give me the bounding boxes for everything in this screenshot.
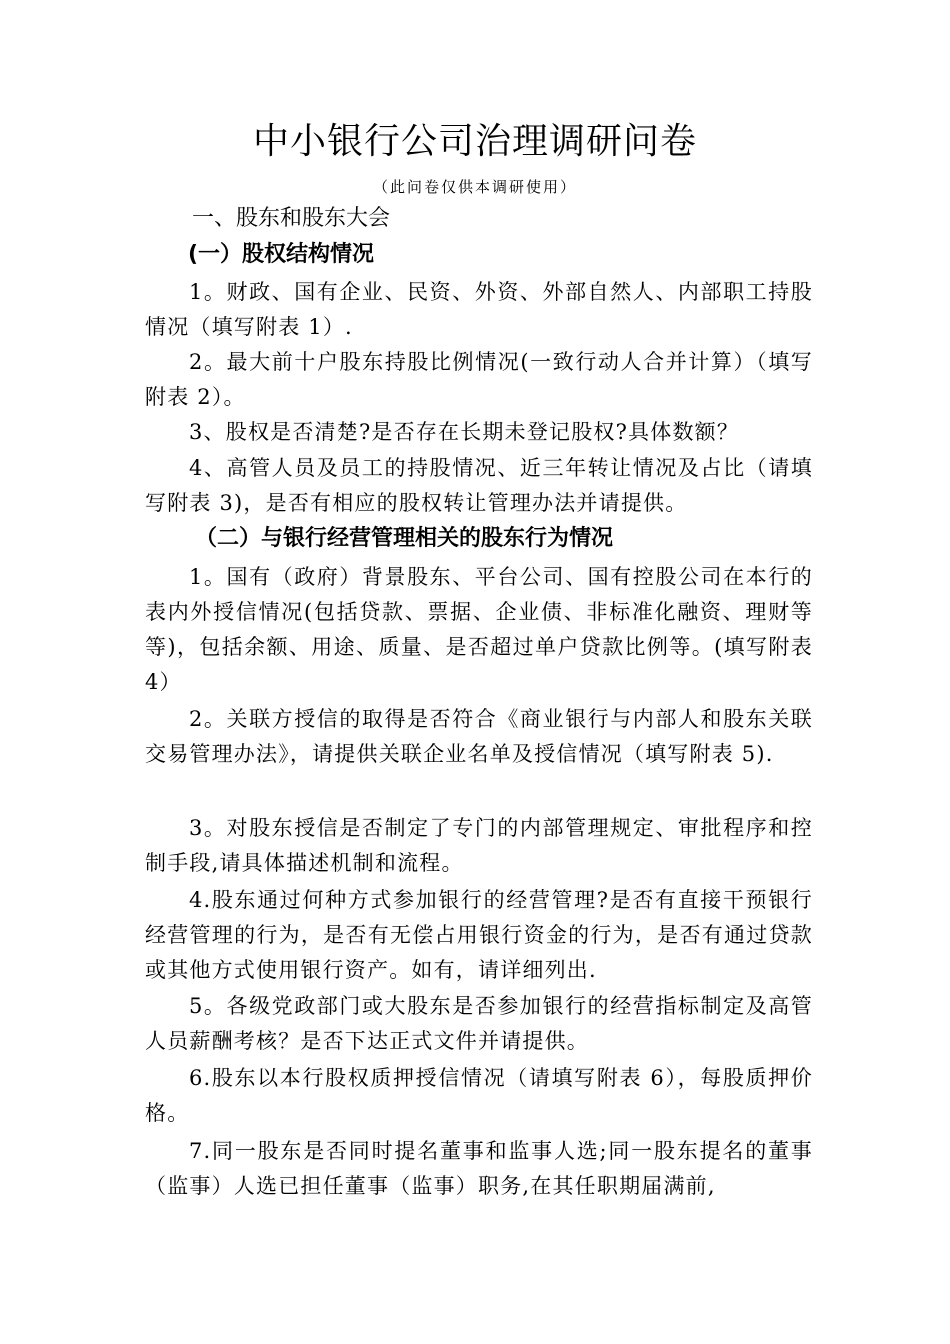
question-2-5: 5。各级党政部门或大股东是否参加银行的经营指标制定及高管人员薪酬考核？是否下达正式文件并请提供。 — [145, 994, 813, 1053]
question-1-3: 3、股权是否清楚?是否存在长期未登记股权?具体数额？ — [189, 420, 740, 444]
question-2-4: 4.股东通过何种方式参加银行的经营管理?是否有直接干预银行经营管理的行为，是否有无偿占用银行资金的行为，是否有通过贷款或其他方式使用银行资产。如有，请详细列出. — [145, 888, 813, 982]
question-2-2: 2。关联方授信的取得是否符合《商业银行与内部人和股东关联交易管理办法》，请提供关联企业名单及授信情况（填写附表 5). — [145, 707, 813, 766]
question-2-6: 6.股东以本行股权质押授信情况（请填写附表 6），每股质押价格。 — [145, 1066, 813, 1125]
subsection-heading-equity-structure: (一）股权结构情况 — [188, 242, 375, 267]
question-2-1: 1。国有（政府）背景股东、平台公司、国有控股公司在本行的表内外授信情况(包括贷款、票据、企业债、非标准化融资、理财等等)，包括余额、用途、质量、是否超过单户贷款比例等。(填写附表 4） — [145, 565, 813, 694]
document-subtitle: （此问卷仅供本调研使用） — [372, 178, 577, 196]
question-1-4: 4、高管人员及员工的持股情况、近三年转让情况及占比（请填写附表 3)，是否有相应的股权转让管理办法并请提供。 — [145, 456, 813, 515]
question-2-3: 3。对股东授信是否制定了专门的内部管理规定、审批程序和控制手段,请具体描述机制和流程。 — [145, 816, 813, 875]
section-heading-shareholders: 一、股东和股东大会 — [192, 206, 391, 231]
question-1-2: 2。最大前十户股东持股比例情况(一致行动人合并计算）（填写附表 2）。 — [145, 350, 813, 409]
document-title: 中小银行公司治理调研问卷 — [252, 121, 697, 162]
subsection-heading-shareholder-behavior: （二）与银行经营管理相关的股东行为情况 — [195, 526, 614, 551]
question-1-1: 1。财政、国有企业、民资、外资、外部自然人、内部职工持股情况（填写附表 1）. — [145, 280, 813, 339]
question-2-7: 7.同一股东是否同时提名董事和监事人选;同一股东提名的董事（监事）人选已担任董事（监事）职务,在其任职期届满前, — [145, 1139, 813, 1198]
